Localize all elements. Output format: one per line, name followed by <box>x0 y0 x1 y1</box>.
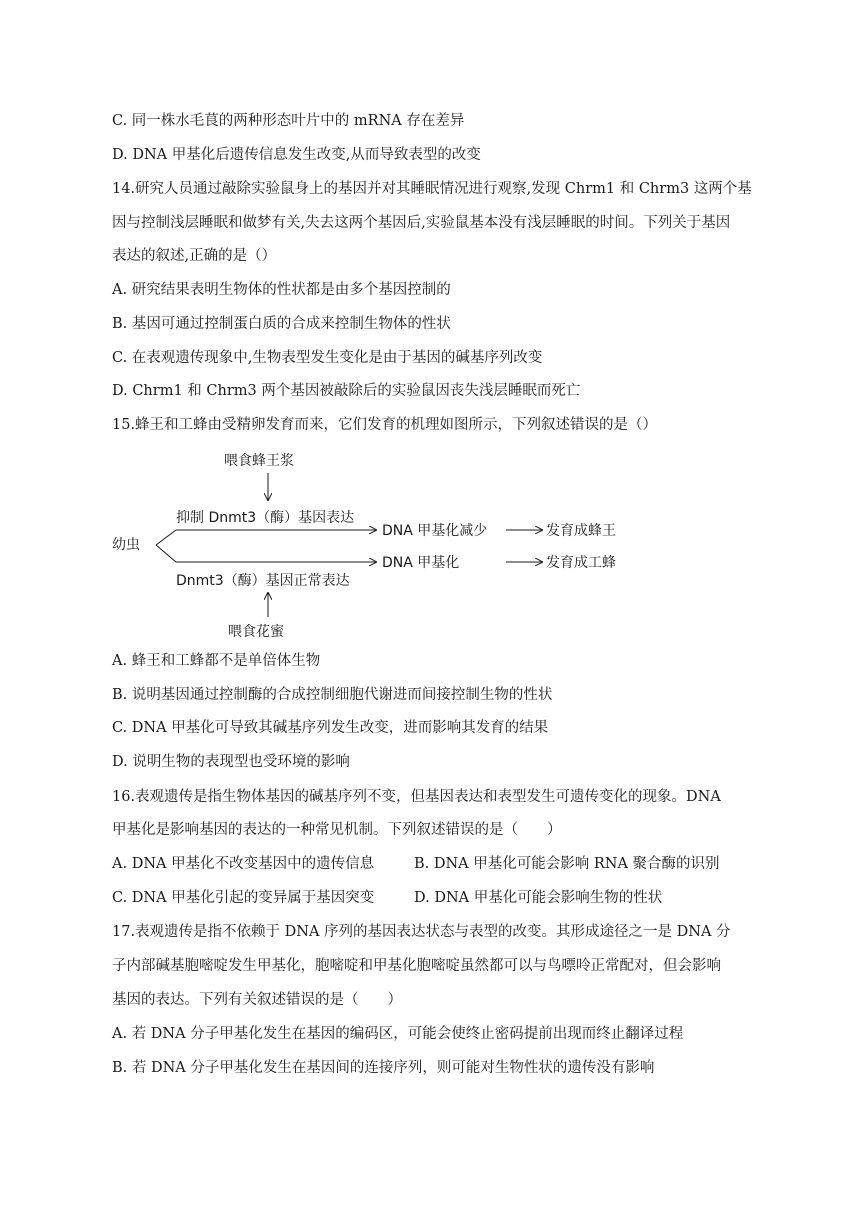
q15-stem: 15.蜂王和工蜂由受精卵发育而来，它们发育的机理如图所示，下列叙述错误的是（） <box>112 417 658 433</box>
dna-methylation-label: DNA 甲基化 <box>382 555 460 571</box>
branch-top-line <box>156 530 376 545</box>
bee-development-diagram <box>110 445 650 645</box>
q14-stem-line-2: 因与控制浅层睡眠和做梦有关,失去这两个基因后,实验鼠基本没有浅层睡眠的时间。下列关于基因 <box>112 215 731 231</box>
q16-stem-line-1: 16.表观遗传是指生物体基因的碱基序列不变，但基因表达和表型发生可遗传变化的现象。DNA <box>112 789 721 805</box>
q14-option-a: A. 研究结果表明生物体的性状都是由多个基因控制的 <box>112 282 451 298</box>
larva-label: 幼虫 <box>112 537 140 553</box>
feed-royal-jelly-label: 喂食蜂王浆 <box>224 453 294 469</box>
q15-option-a: A. 蜂王和工蜂都不是单倍体生物 <box>112 653 321 669</box>
q15-option-c: C. DNA 甲基化可导致其碱基序列发生改变，进而影响其发育的结果 <box>112 720 549 736</box>
q14-stem-line-1: 14.研究人员通过敲除实验鼠身上的基因并对其睡眠情况进行观察,发现 Chrm1 和 Chrm3 这两个基 <box>112 181 752 197</box>
dna-methylation-reduced-label: DNA 甲基化减少 <box>382 523 488 539</box>
q13-option-c: C. 同一株水毛茛的两种形态叶片中的 mRNA 存在差异 <box>112 113 465 129</box>
q16-option-c: C. DNA 甲基化引起的变异属于基因突变 <box>112 890 375 906</box>
q16-stem-line-2: 甲基化是影响基因的表达的一种常见机制。下列叙述错误的是（ ） <box>112 822 562 838</box>
branch-bottom-label: Dnmt3（酶）基因正常表达 <box>176 573 350 589</box>
q16-option-b: B. DNA 甲基化可能会影响 RNA 聚合酶的识别 <box>414 856 720 872</box>
q17-stem-line-3: 基因的表达。下列有关叙述错误的是（ ） <box>112 992 402 1008</box>
q17-stem-line-2: 子内部碱基胞嘧啶发生甲基化，胞嘧啶和甲基化胞嘧啶虽然都可以与鸟嘌呤正常配对，但会影响 <box>112 958 721 974</box>
feed-nectar-label: 喂食花蜜 <box>228 624 284 640</box>
q14-option-d: D. Chrm1 和 Chrm3 两个基因被敲除后的实验鼠因丧失浅层睡眠而死亡 <box>112 383 581 399</box>
q13-option-d: D. DNA 甲基化后遗传信息发生改变,从而导致表型的改变 <box>112 147 481 163</box>
q16-option-d: D. DNA 甲基化可能会影响生物的性状 <box>414 890 663 906</box>
q15-option-d: D. 说明生物的表现型也受环境的影响 <box>112 754 350 770</box>
q17-option-b: B. 若 DNA 分子甲基化发生在基因间的连接序列，则可能对生物性状的遗传没有影响 <box>112 1060 655 1076</box>
branch-bottom-line <box>156 545 376 562</box>
develop-queen-label: 发育成蜂王 <box>546 523 616 539</box>
q17-option-a: A. 若 DNA 分子甲基化发生在基因的编码区，可能会使终止密码提前出现而终止翻译过程 <box>112 1026 684 1042</box>
q15-option-b: B. 说明基因通过控制酶的合成控制细胞代谢进而间接控制生物的性状 <box>112 687 553 703</box>
q14-option-b: B. 基因可通过控制蛋白质的合成来控制生物体的性状 <box>112 316 451 332</box>
q16-option-a: A. DNA 甲基化不改变基因中的遗传信息 <box>112 856 375 872</box>
q17-stem-line-1: 17.表观遗传是指不依赖于 DNA 序列的基因表达状态与表型的改变。其形成途径之一是 DNA 分 <box>112 924 731 940</box>
q14-stem-line-3: 表达的叙述,正确的是（） <box>112 248 277 264</box>
q14-option-c: C. 在表观遗传现象中,生物表型发生变化是由于基因的碱基序列改变 <box>112 350 543 366</box>
develop-worker-label: 发育成工蜂 <box>546 555 616 571</box>
branch-top-label: 抑制 Dnmt3（酶）基因表达 <box>176 510 355 526</box>
